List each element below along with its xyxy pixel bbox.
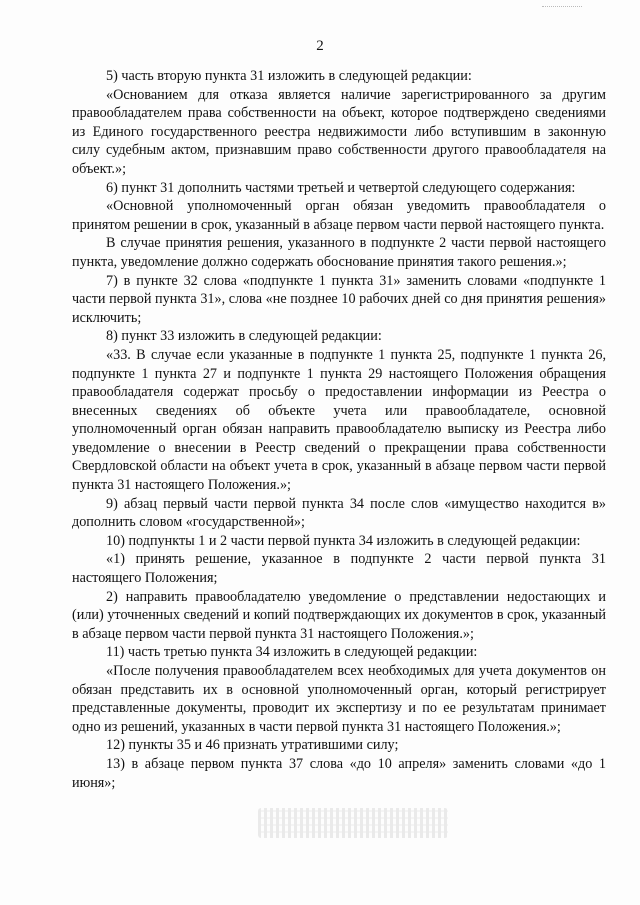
- paragraph: 13) в абзаце первом пункта 37 слова «до 10 апреля» заменить словами «до 1 июня»;: [72, 755, 606, 791]
- paragraph: 12) пункты 35 и 46 признать утратившими силу;: [106, 737, 399, 754]
- paragraph: «После получения правообладателем всех необходимых для учета документов он обязан представить их в основной уполномоченный орган, который регистрирует представленные документы, проводит их экспертизу и по ее результатам принимает одно из решений, указанных в части первой пункта 31 настоящего Положения.»;: [72, 663, 606, 735]
- paragraph: 5) часть вторую пункта 31 изложить в следующей редакции:: [106, 68, 472, 84]
- paragraph: «Основной уполномоченный орган обязан уведомить правообладателя о принятом решении в срок, указанный в абзаце первом части первой настоящего пункта.: [72, 198, 606, 233]
- paragraph: 8) пункт 33 изложить в следующей редакции:: [106, 328, 382, 345]
- paragraph: В случае принятия решения, указанного в подпункте 2 части первой настоящего пункта, уведомление должно содержать обоснование принятия такого решения.»;: [72, 235, 606, 270]
- paragraph: «33. В случае если указанные в подпункте 1 пункта 25, подпункте 1 пункта 26, подпункте 1 пункта 27 и подпункте 1 пункта 29 настоящего Положения обращения правообладателя содержат просьбу о предоставлении информации из Реестра о внесенных сведениях об объекте учета или правообладателе, основной уполномоченный орган обязан направить правообладателю выписку из Реестра либо уведомление о внесении в Реестр сведений о прекращении права собственности Свердловской области на объект учета в срок, указанный в абзаце первом части первой пункта 31 настоящего Положения.»;: [72, 346, 606, 494]
- document-body: [72, 67, 606, 792]
- faded-stamp: [258, 808, 448, 838]
- paragraph: 2) направить правообладателю уведомление о представлении недостающих и (или) уточненных сведений и копий подтверждающих их документов в срок, указанный в абзаце первом части первой пункта 31 настоящего Положения.»;: [72, 588, 606, 642]
- paragraph: 9) абзац первый части первой пункта 34 после слов «имущество находится в» дополнить словом «государственной»;: [72, 495, 606, 531]
- paragraph: 11) часть третью пункта 34 изложить в следующей редакции:: [106, 644, 478, 661]
- paragraph: «Основанием для отказа является наличие зарегистрированного за другим правообладателем права собственности на объект, которое подтверждено сведениями из Единого государственного реестра недвижимости либо вступившим в законную силу судебным актом, признавшим право собственности другого правообладателя на объект.»;: [72, 86, 606, 177]
- paragraph: 6) пункт 31 дополнить частями третьей и четвертой следующего содержания:: [106, 179, 576, 196]
- page-number: 2: [316, 38, 324, 54]
- paragraph: «1) принять решение, указанное в подпункте 2 части первой пункта 31 настоящего Положения;: [72, 551, 606, 587]
- paragraph: 10) подпункты 1 и 2 части первой пункта 34 изложить в следующей редакции:: [106, 532, 581, 549]
- paragraph: 7) в пункте 32 слова «подпункте 1 пункта 31» заменить словами «подпункте 1 части первой пункта 31», слова «не позднее 10 рабочих дней со дня принятия решения» исключить;: [72, 272, 606, 326]
- scan-mark: [542, 6, 582, 11]
